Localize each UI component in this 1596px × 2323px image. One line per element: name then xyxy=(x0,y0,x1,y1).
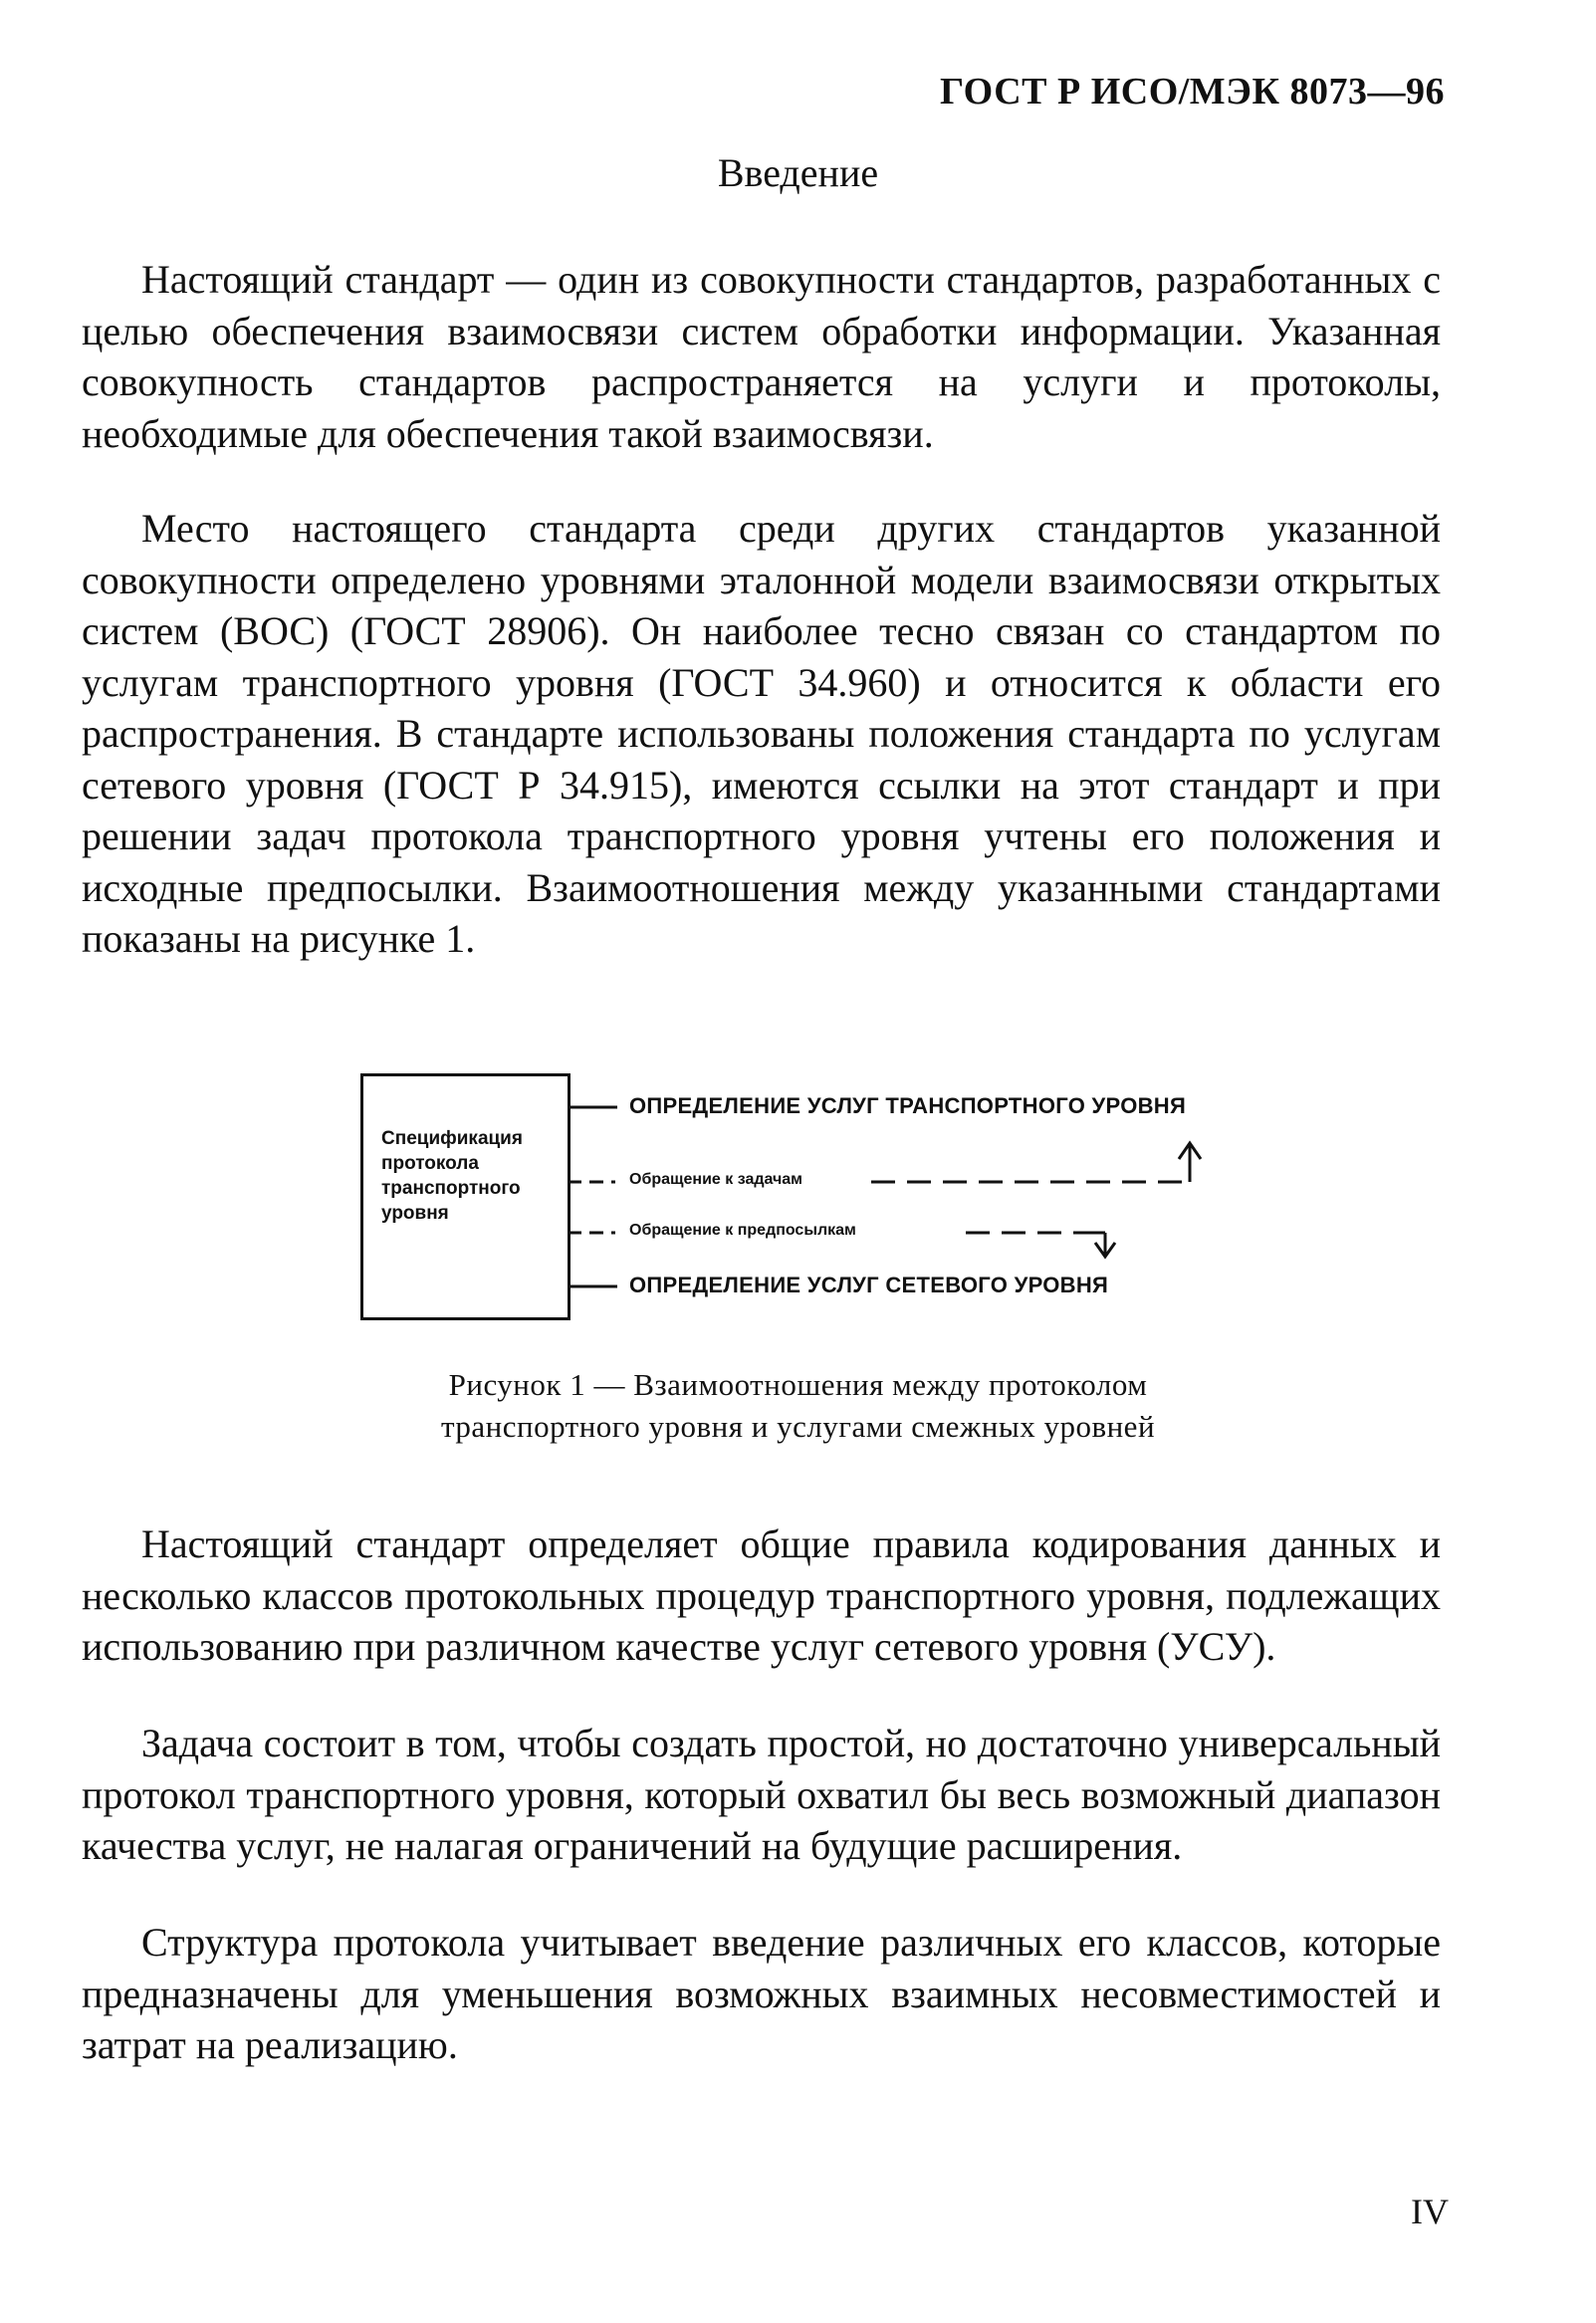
paragraph-intro: Настоящий стандарт — один из совокупности стандартов, разработанных с целью обеспечения взаимосвязи систем обработки информации. Указанная совокупность стандартов распространяется на услуги и протоколы, необходимые для обеспечения такой взаимосвязи. xyxy=(82,257,1441,456)
figure-caption xyxy=(0,1364,1596,1448)
box-line-4: уровня xyxy=(381,1203,449,1224)
paragraph-place-of-standard: Место настоящего стандарта среди других стандартов указанной совокупности определено уровнями эталонной модели взаимосвязи открытых систем (ВОС) (ГОСТ 28906). Он наиболее тесно связан со стандартом по услугам транспортного уровня (ГОСТ 34.960) и относится к области его распространения. В стандарте использованы положения стандарта по услугам сетевого уровня (ГОСТ Р 34.915), имеются ссылки на этот стандарт и при решении задач протокола транспортного уровня учтены его положения и исходные предпосылки. Взаимоотношения между указанными стандартами показаны на рисунке 1. xyxy=(82,506,1441,961)
box-line-3: транспортного xyxy=(381,1178,521,1199)
protocol-spec-box-text xyxy=(381,1126,523,1226)
label-prerequisites: Обращение к предпосылкам xyxy=(629,1222,856,1239)
label-transport-services: ОПРЕДЕЛЕНИЕ УСЛУГ ТРАНСПОРТНОГО УРОВНЯ xyxy=(629,1093,1187,1118)
paragraph-coding-rules: Настоящий стандарт определяет общие правила кодирования данных и несколько классов протокольных процедур транспортного уровня, подлежащих использованию при различном качестве услуг сетевого уровня (УСУ). xyxy=(82,1521,1441,1669)
figure-1 xyxy=(358,1065,1254,1334)
section-title: Введение xyxy=(717,150,879,195)
label-tasks: Обращение к задачам xyxy=(629,1171,803,1188)
box-line-2: протокола xyxy=(381,1153,479,1174)
protocol-spec-box xyxy=(360,1073,570,1320)
label-network-services: ОПРЕДЕЛЕНИЕ УСЛУГ СЕТЕВОГО УРОВНЯ xyxy=(629,1273,1109,1297)
caption-line-2: транспортного уровня и услугами смежных уровней xyxy=(440,1409,1156,1444)
box-line-1: Спецификация xyxy=(381,1128,523,1149)
paragraph-task: Задача состоит в том, чтобы создать простой, но достаточно универсальный протокол транспортного уровня, который охватил бы весь возможный диапазон качества услуг, не налагая ограничений на будущие расширения. xyxy=(82,1721,1441,1868)
page-number: IV xyxy=(1411,2192,1449,2231)
paragraph-structure: Структура протокола учитывает введение различных его классов, которые предназначены для уменьшения возможных взаимных несовместимостей и затрат на реализацию. xyxy=(82,1920,1441,2067)
document-code: ГОСТ Р ИСО/МЭК 8073—96 xyxy=(939,71,1445,113)
caption-line-1: Рисунок 1 — Взаимоотношения между протоколом xyxy=(448,1367,1148,1402)
